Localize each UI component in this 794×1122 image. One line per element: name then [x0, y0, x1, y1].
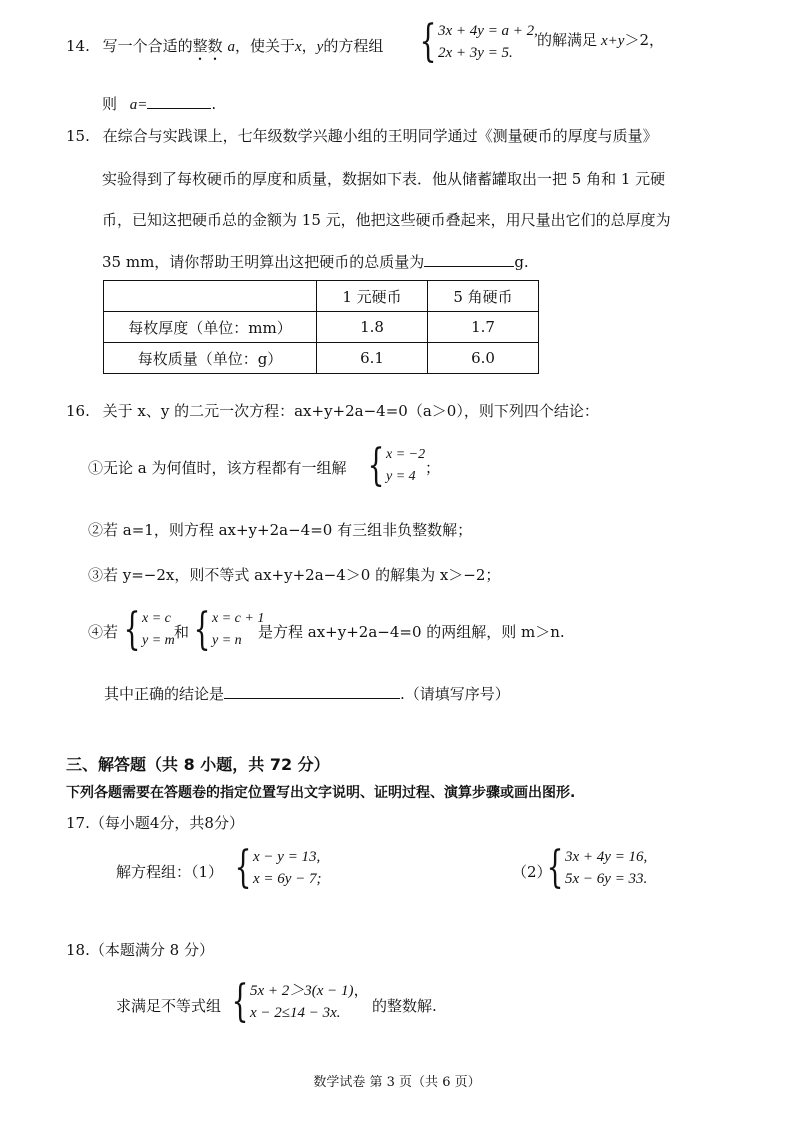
q17-score: （每小题4分，共8分）	[89, 814, 244, 832]
brace: {	[123, 604, 141, 655]
q16-statement-4: ④若	[88, 623, 119, 641]
q14-text: 的方程组	[323, 37, 384, 55]
q14-condition-expr: x+y	[601, 33, 625, 49]
q16-text: 其中正确的结论是	[104, 685, 225, 703]
q18-label: 求满足不等式组	[116, 997, 222, 1015]
q15-text: 35 mm，请你帮助王明算出这把硬币的总质量为	[102, 253, 425, 271]
inequality: 5x + 2＞3(x − 1)	[250, 983, 354, 999]
table-cell: 1.8	[317, 312, 428, 343]
q14-answer-var: a=	[129, 97, 148, 113]
q18-text: ，	[353, 983, 369, 999]
q18-inequality-system	[226, 976, 369, 1027]
coin-data-table	[103, 280, 539, 374]
q17-label-2: （2）	[512, 863, 552, 881]
q18-score: （本题满分 8 分）	[89, 941, 214, 959]
table-cell: 每枚质量（单位：g）	[104, 343, 317, 374]
q14-var-y: y	[316, 39, 324, 55]
q16-statement-2: ②若 a=1，则方程 ax+y+2a−4=0 有三组非负整数解；	[88, 521, 473, 539]
brace: {	[193, 604, 211, 655]
q15-text: 币，已知这把硬币总的金额为 15 元，他把这些硬币叠起来，用尺量出它们的总厚度为	[102, 211, 671, 229]
equation: x = −2	[386, 447, 426, 462]
brace: {	[419, 16, 437, 67]
q14-answer	[102, 92, 216, 115]
q16-text: 是方程 ax+y+2a−4=0 的两组解，则 m＞n.	[258, 623, 565, 641]
q17-system-1	[229, 842, 322, 893]
q16-s4-system-b	[188, 604, 265, 655]
section-instruction: 下列各题需要在答题卷的指定位置写出文字说明、证明过程、演算步骤或画出图形.	[66, 785, 576, 801]
q15-line1	[66, 126, 658, 146]
equation: x = 6y − 7;	[253, 871, 322, 887]
q15-text: 实验得到了每枚硬币的厚度和质量，数据如下表．他从储蓄罐取出一把 5 角和 1 元硬	[102, 170, 666, 188]
answer-blank	[424, 250, 514, 267]
q14-text: .	[211, 95, 217, 113]
page-footer: 数学试卷 第 3 页（共 6 页）	[313, 1075, 481, 1090]
equation: 5x − 6y = 33.	[565, 871, 648, 887]
q15-text: g.	[514, 253, 529, 271]
table-cell: 1.7	[428, 312, 539, 343]
question-number: 17.	[66, 814, 90, 832]
q14-emphasis-text: 整数	[192, 37, 223, 55]
table-cell: 每枚厚度（单位：mm）	[104, 312, 317, 343]
q17-header	[66, 813, 244, 833]
table-header-cell: 5 角硬币	[428, 281, 539, 312]
equation: y = n	[212, 633, 242, 648]
equation: x = c	[142, 611, 171, 626]
q14-condition	[537, 30, 664, 51]
q16-statement-3: ③若 y=−2x，则不等式 ax+y+2a−4＞0 的解集为 x＞−2；	[88, 566, 501, 584]
table-cell: 6.0	[428, 343, 539, 374]
q16-text: .（请填写序号）	[400, 685, 510, 703]
q15-text: 在综合与实践课上，七年级数学兴趣小组的王明同学通过《测量硬币的厚度与质量》	[102, 127, 658, 145]
brace: {	[234, 842, 252, 893]
q16-intro	[66, 401, 599, 421]
q17-system-2	[541, 842, 648, 893]
inequality: x − 2≤14 − 3x.	[250, 1005, 341, 1021]
section-title: 三、解答题（共 8 小题，共 72 分）	[66, 755, 330, 774]
q14-text: 的解满足	[537, 31, 598, 49]
brace: {	[231, 976, 249, 1027]
table-header-cell: 1 元硬币	[317, 281, 428, 312]
q14-text: ，使关于	[234, 37, 295, 55]
brace: {	[546, 842, 564, 893]
equation: 3x + 4y = a + 2,	[438, 23, 538, 39]
q16-text: ；	[425, 459, 441, 477]
q17-label: 解方程组：（1）	[116, 863, 224, 881]
table-header-cell	[104, 281, 317, 312]
q15-line4	[102, 250, 529, 272]
equation: y = m	[142, 633, 175, 648]
question-number: 14.	[66, 37, 90, 55]
q14-equation-system	[414, 16, 538, 67]
q16-s4-system-a	[118, 604, 175, 655]
q16-answer	[104, 682, 510, 704]
q16-text: 关于 x、y 的二元一次方程：ax+y+2a−4=0（a＞0），则下列四个结论：	[102, 402, 599, 420]
brace: {	[367, 440, 385, 491]
table-header-row	[104, 281, 539, 312]
q14-var-a: a	[227, 39, 235, 55]
answer-blank	[147, 92, 211, 109]
answer-blank	[224, 682, 400, 699]
equation: x = c + 1	[212, 611, 265, 626]
question-number: 18.	[66, 941, 90, 959]
q14-text: ＞2，	[624, 31, 664, 49]
q14-text: 则	[102, 95, 118, 113]
question-number: 15.	[66, 127, 90, 145]
q16-text: 和	[174, 623, 190, 641]
equation: y = 4	[386, 469, 416, 484]
equation: 2x + 3y = 5.	[438, 45, 513, 61]
table-row	[104, 312, 539, 343]
q14-text: 写一个合适的	[102, 37, 193, 55]
q14-text: ，	[301, 37, 317, 55]
q18-header	[66, 940, 214, 960]
q16-statement-1: ①无论 a 为何值时，该方程都有一组解	[88, 459, 347, 477]
question-number: 16.	[66, 402, 90, 420]
q16-s1-system	[362, 440, 426, 491]
table-cell: 6.1	[317, 343, 428, 374]
q18-text: 的整数解.	[372, 997, 437, 1015]
equation: x − y = 13,	[253, 849, 321, 865]
table-row	[104, 343, 539, 374]
q14-line1	[66, 36, 383, 64]
equation: 3x + 4y = 16,	[565, 849, 648, 865]
q14-var-x: x	[294, 39, 302, 55]
